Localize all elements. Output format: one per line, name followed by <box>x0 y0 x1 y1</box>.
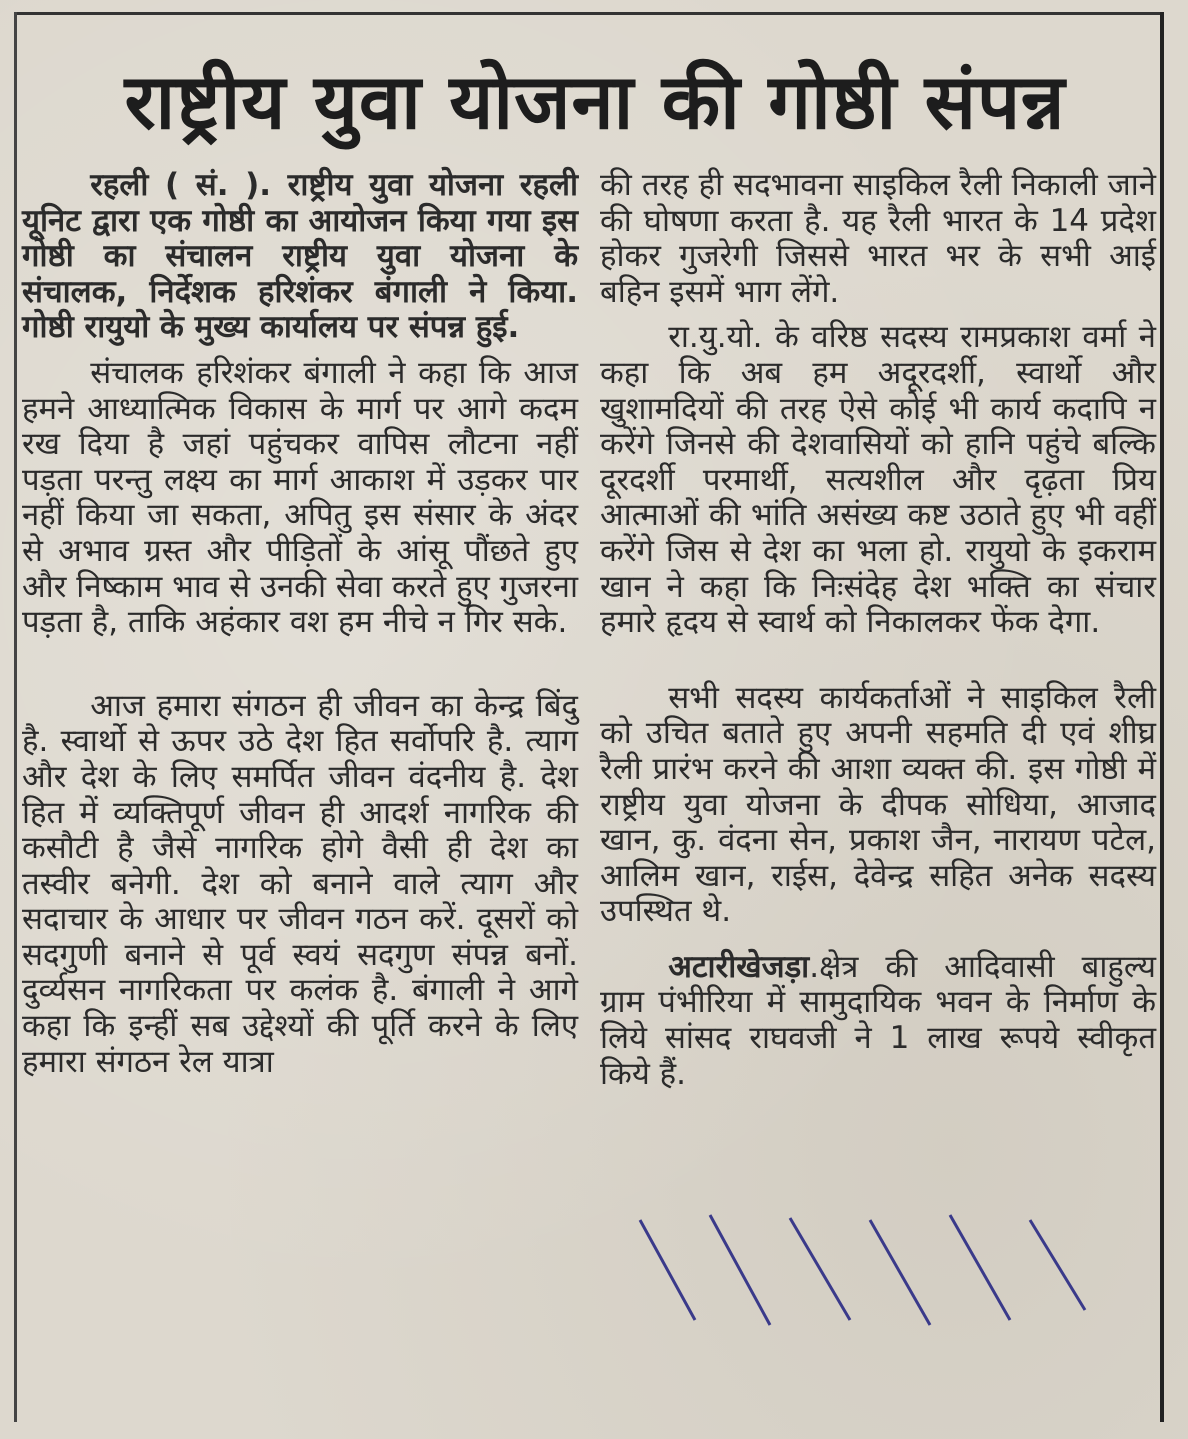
pen-stroke <box>870 1220 930 1325</box>
brief-body: .क्षेत्र की आदिवासी बाहुल्य ग्राम पंभीरिया में सामुदायिक भवन के निर्माण के लिये सांसद राघवजी ने 1 लाख रूपये स्वीकृत किये हैं. <box>600 948 1156 1092</box>
pen-stroke <box>790 1218 850 1320</box>
pen-stroke <box>640 1220 695 1320</box>
pen-stroke <box>710 1215 770 1325</box>
pen-stroke <box>1030 1220 1085 1310</box>
body-paragraph: रा.यु.यो. के वरिष्ठ सदस्य रामप्रकाश वर्मा ने कहा कि अब हम अदूरदर्शी, स्वार्थो और खुशामदियों की तरह ऐसे कोई भी कार्य कदापि न करेंगे जिनसे की देशवासियों को हानि पहुंचे बल्कि दूरदर्शी परमार्थी, सत्यशील और दृढ़ता प्रिय आत्माओं की भांति असंख्य कष्ट उठाते हुए भी वहीं करेंगे जिस से देश का भला हो. रायुयो के इकराम खान ने कहा कि निःसंदेह देश भक्ति का संचार हमारे हृदय से स्वार्थ को निकालकर फेंक देगा. <box>600 319 1156 641</box>
left-border-rule <box>14 12 17 1422</box>
body-paragraph: सभी सदस्य कार्यकर्ताओं ने साइकिल रैली को उचित बताते हुए अपनी सहमति दी एवं शीघ्र रैली प्रारंभ करने की आशा व्यक्त की. इस गोष्ठी में राष्ट्रीय युवा योजना के दीपक सोधिया, आजाद खान, कु. वंदना सेन, प्रकाश जैन, नारायण पटेल, आलिम खान, राईस, देवेन्द्र सहित अनेक सदस्य उपस्थित थे. <box>600 679 1156 930</box>
headline: राष्ट्रीय युवा योजना की गोष्ठी संपन्न <box>124 57 1066 146</box>
right-border-rule <box>1160 12 1164 1422</box>
pen-strike-marks <box>600 1200 1160 1360</box>
body-paragraph: की तरह ही सदभावना साइकिल रैली निकाली जाने की घोषणा करता है. यह रैली भारत के 14 प्रदेश होकर गुजरेगी जिससे भारत भर के सभी आई बहिन इसमें भाग लेंगे. <box>600 167 1156 310</box>
top-border-rule <box>14 12 1164 15</box>
news-brief <box>600 950 1156 1092</box>
body-paragraph: आज हमारा संगठन ही जीवन का केन्द्र बिंदु है. स्वार्थो से ऊपर उठे देश हित सर्वोपरि है. त्याग और देश के लिए समर्पित जीवन वंदनीय है. देश हित में व्यक्तिपूर्ण जीवन ही आदर्श नागरिक की कसौटी है जैसे नागरिक होगे वैसी ही देश का तस्वीर बनेगी. देश को बनाने वाले त्याग और सदाचार के आधार पर जीवन गठन करें. दूसरों को सदगुणी बनाने से पूर्व स्वयं सदगुण संपन्न बनों. दुर्व्यसन नागरिकता पर कलंक है. बंगाली ने आगे कहा कि इन्हीं सब उद्देश्यों की पूर्ति करने के लिए हमारा संगठन रेल यात्रा <box>22 687 578 1080</box>
right-column <box>600 168 1156 1092</box>
lead-paragraph: रहली ( सं. ). राष्ट्रीय युवा योजना रहली यूनिट द्वारा एक गोष्ठी का आयोजन किया गया इस गोष्ठी का संचालन राष्ट्रीय युवा योजना के संचालक, निर्देशक हरिशंकर बंगाली ने किया. गोष्ठी रायुयो के मुख्य कार्यालय पर संपन्न हुई. <box>22 167 578 346</box>
brief-dateline: अटारीखेजड़ा <box>668 948 810 985</box>
left-column <box>22 168 578 1080</box>
body-paragraph: संचालक हरिशंकर बंगाली ने कहा कि आज हमने आध्यात्मिक विकास के मार्ग पर आगे कदम रख दिया है जहां पहुंचकर वापिस लौटना नहीं पड़ता परन्तु लक्ष्य का मार्ग आकाश में उड़कर पार नहीं किया जा सकता, अपितु इस संसार के अंदर से अभाव ग्रस्त और पीड़ितों के आंसू पौंछते हुए और निष्काम भाव से उनकी सेवा करते हुए गुजरना पड़ता है, ताकि अहंकार वश हम नीचे न गिर सके. <box>22 354 578 641</box>
pen-stroke <box>950 1215 1010 1320</box>
